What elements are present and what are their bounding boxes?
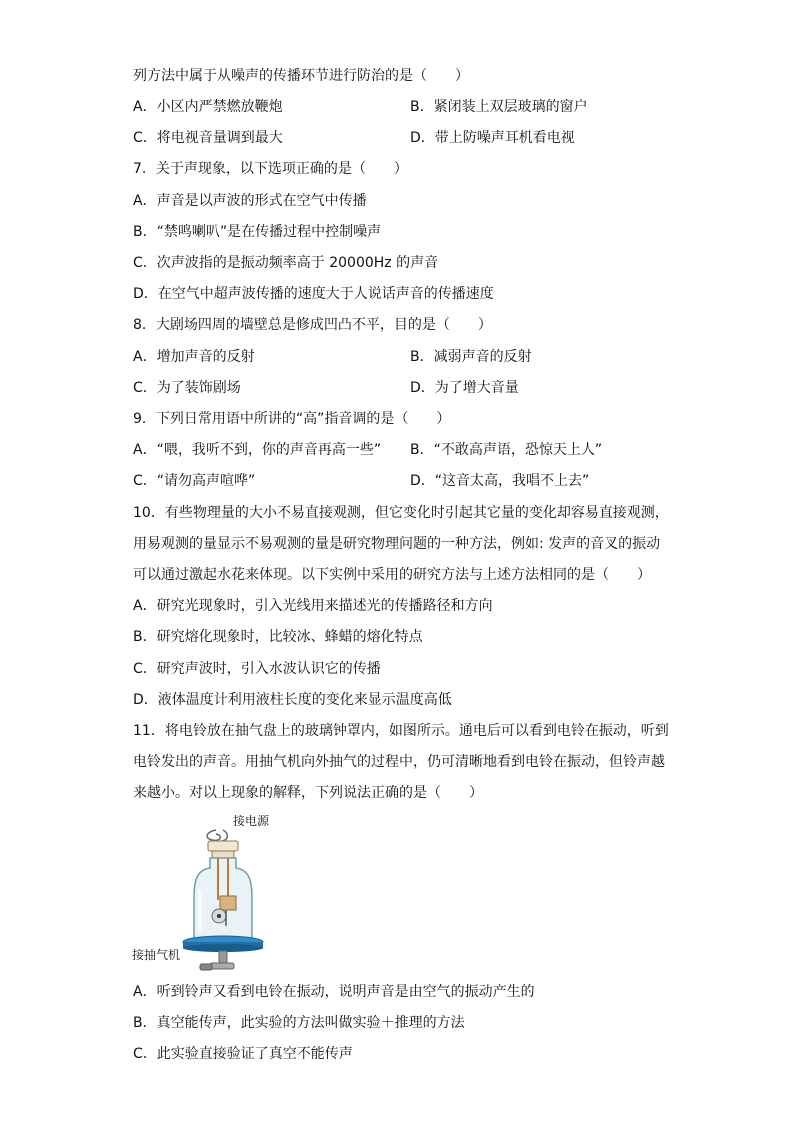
q10-stem-line-3: 可以通过激起水花来体现。以下实例中采用的研究方法与上述方法相同的是（ ）	[133, 567, 651, 583]
q8-option-c: C．为了装饰剧场	[133, 380, 241, 396]
q10-option-c: C．研究声波时，引入水波认识它的传播	[133, 661, 381, 677]
q8-option-a: A．增加声音的反射	[133, 349, 255, 365]
q11-option-c: C．此实验直接验证了真空不能传声	[133, 1046, 353, 1062]
q11-stem-line-3: 来越小。对以上现象的解释，下列说法正确的是（ ）	[133, 785, 483, 801]
q8-stem: 8．大剧场四周的墙壁总是修成凹凸不平，目的是（ ）	[133, 317, 492, 333]
q7-option-d: D．在空气中超声波传播的速度大于人说话声音的传播速度	[133, 286, 494, 302]
q9-option-d: D．“这音太高，我唱不上去”	[410, 473, 590, 489]
q11-stem-line-2: 电铃发出的声音。用抽气机向外抽气的过程中，仍可清晰地看到电铃在振动，但铃声越	[133, 754, 665, 770]
q7-stem: 7．关于声现象，以下选项正确的是（ ）	[133, 161, 408, 177]
bell-jar-figure	[130, 808, 280, 978]
q7-option-b: B．“禁鸣喇叭”是在传播过程中控制噪声	[133, 224, 382, 240]
q9-option-a: A．“喂，我听不到，你的声音再高一些”	[133, 442, 382, 458]
q6-option-a: A．小区内严禁燃放鞭炮	[133, 99, 283, 115]
q7-option-c: C．次声波指的是振动频率高于 20000Hz 的声音	[133, 255, 439, 271]
q10-stem-line-1: 10．有些物理量的大小不易直接观测，但它变化时引起其它量的变化却容易直接观测，	[133, 505, 669, 521]
q6-option-c: C．将电视音量调到最大	[133, 130, 283, 146]
q6-option-b: B．紧闭装上双层玻璃的窗户	[410, 99, 588, 115]
q7-option-a: A．声音是以声波的形式在空气中传播	[133, 193, 367, 209]
q8-option-d: D．为了增大音量	[410, 380, 519, 396]
q6-option-d: D．带上防噪声耳机看电视	[410, 130, 575, 146]
figure-label-power: 接电源	[233, 814, 270, 828]
q9-option-c: C．“请勿高声喧哗”	[133, 473, 256, 489]
q10-option-b: B．研究熔化现象时，比较冰、蜂蜡的熔化特点	[133, 629, 423, 645]
q9-option-b: B．“不敢高声语，恐惊天上人”	[410, 442, 603, 458]
q10-option-d: D．液体温度计利用液柱长度的变化来显示温度高低	[133, 692, 452, 708]
q6-stem-tail: 列方法中属于从噪声的传播环节进行防治的是（ ）	[133, 68, 469, 84]
q10-option-a: A．研究光现象时，引入光线用来描述光的传播路径和方向	[133, 598, 493, 614]
q8-option-b: B．减弱声音的反射	[410, 349, 532, 365]
q11-stem-line-1: 11．将电铃放在抽气盘上的玻璃钟罩内，如图所示。通电后可以看到电铃在振动，听到	[133, 723, 669, 739]
q9-stem: 9．下列日常用语中所讲的“高”指音调的是（ ）	[133, 411, 451, 427]
figure-label-pump: 接抽气机	[132, 948, 181, 962]
q11-option-a: A．听到铃声又看到电铃在振动，说明声音是由空气的振动产生的	[133, 984, 535, 1000]
q10-stem-line-2: 用易观测的量显示不易观测的量是研究物理问题的一种方法，例如: 发声的音叉的振动	[133, 536, 661, 552]
q11-option-b: B．真空能传声，此实验的方法叫做实验＋推理的方法	[133, 1015, 465, 1031]
